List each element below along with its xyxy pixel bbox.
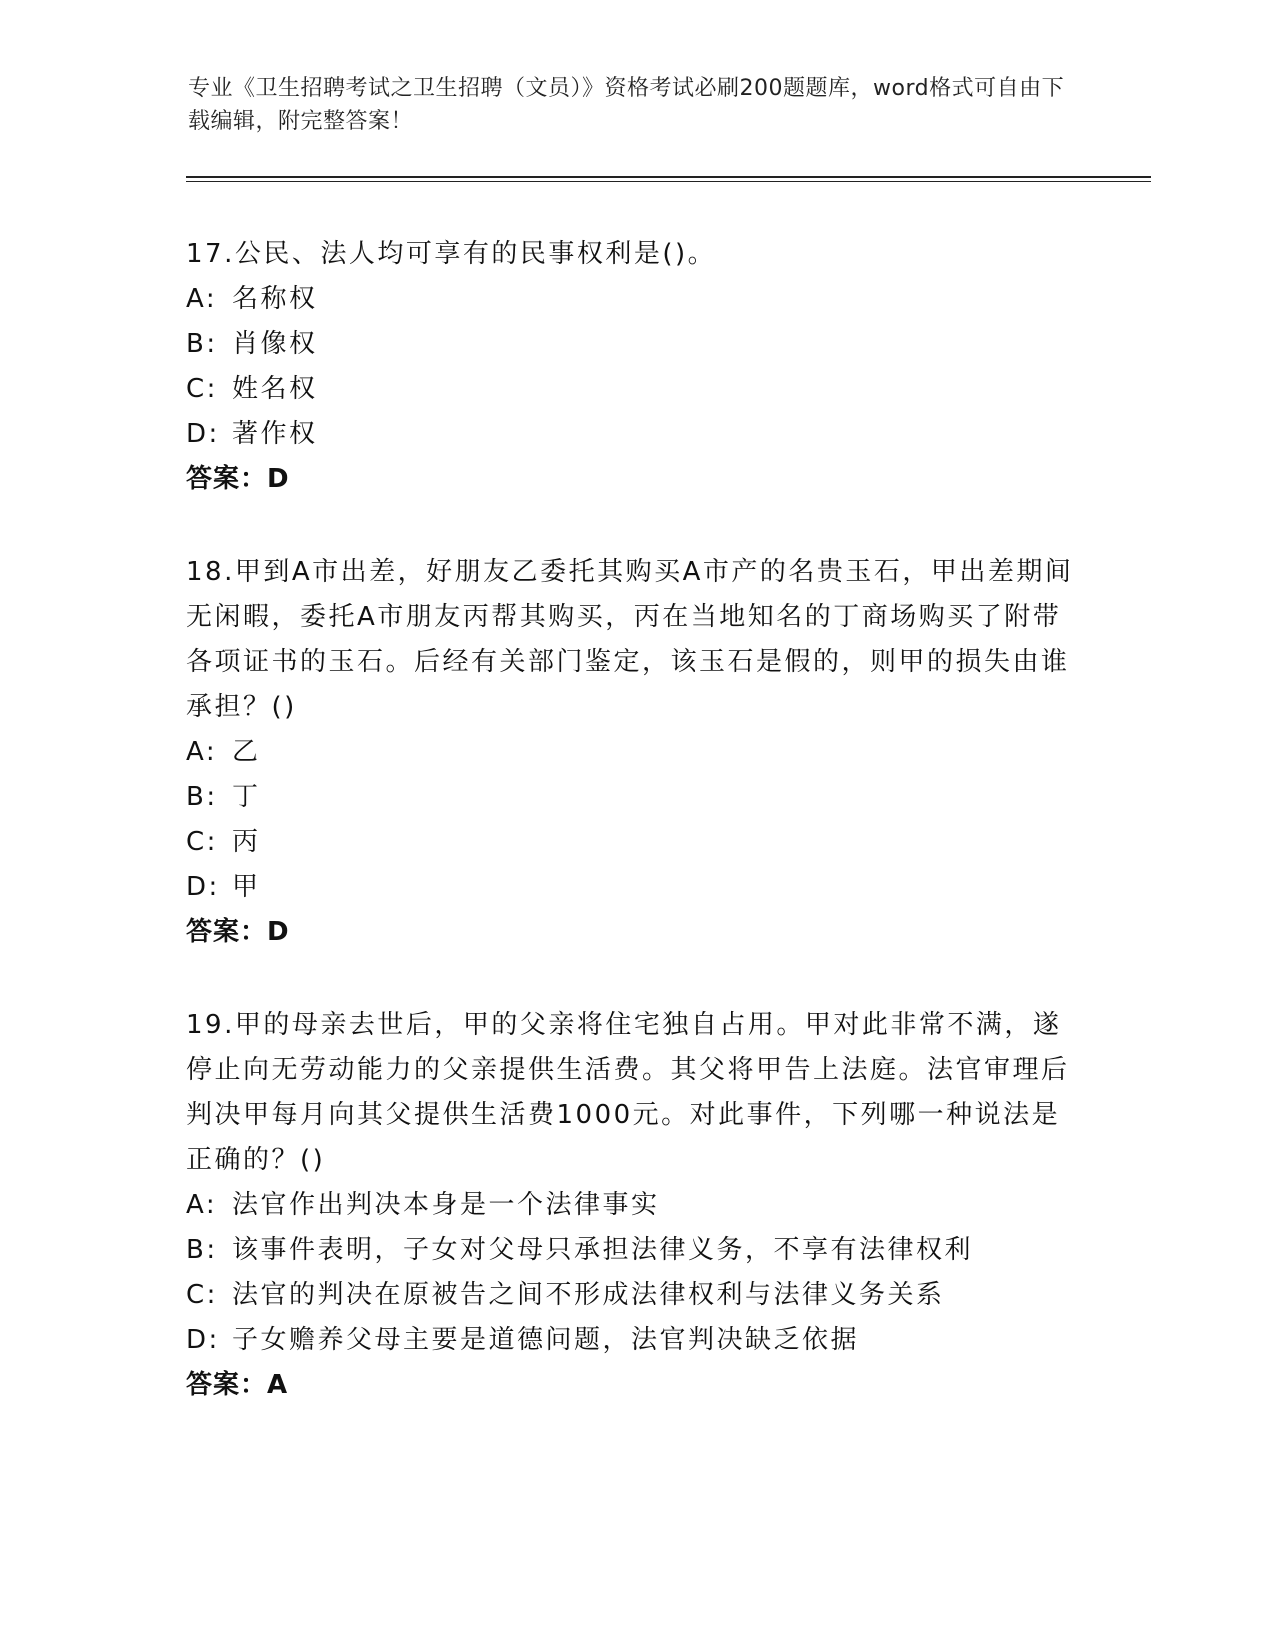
option-letter: D:	[186, 1325, 220, 1355]
question-stem: 17.公民、法人均可享有的民事权利是()。	[186, 239, 717, 269]
option-a	[186, 730, 1086, 775]
option-letter: C:	[186, 827, 218, 857]
option-a	[186, 277, 1086, 322]
option-text: 姓名权	[232, 374, 318, 404]
question-stem: 19.甲的母亲去世后，甲的父亲将住宅独自占用。甲对此非常不满，遂停止向无劳动能力的父亲提供生活费。其父将甲告上法庭。法官审理后判决甲每月向其父提供生活费1000元。对此事件，下列哪一种说法是正确的？()	[186, 1010, 1070, 1175]
option-text: 子女赡养父母主要是道德问题，法官判决缺乏依据	[232, 1325, 860, 1355]
option-letter: A:	[186, 284, 218, 314]
option-text: 该事件表明，子女对父母只承担法律义务，不享有法律权利	[232, 1235, 974, 1265]
option-d	[186, 865, 1086, 910]
question-18	[186, 550, 1086, 955]
option-c	[186, 367, 1086, 412]
header-divider	[186, 176, 1151, 182]
option-text: 法官作出判决本身是一个法律事实	[232, 1190, 660, 1220]
option-text: 著作权	[232, 419, 318, 449]
option-letter: B:	[186, 1235, 218, 1265]
option-c	[186, 1273, 1086, 1318]
option-letter: D:	[186, 419, 220, 449]
document-header: 专业《卫生招聘考试之卫生招聘（文员）》资格考试必刷200题题库，word格式可自由下载编辑，附完整答案！	[188, 76, 1065, 134]
answer-line: 答案：D	[186, 464, 290, 494]
option-letter: A:	[186, 1190, 218, 1220]
option-c	[186, 820, 1086, 865]
option-text: 丁	[232, 782, 261, 812]
option-b	[186, 775, 1086, 820]
question-17	[186, 232, 1086, 502]
option-letter: C:	[186, 1280, 218, 1310]
answer-line: 答案：D	[186, 917, 290, 947]
option-letter: A:	[186, 737, 218, 767]
option-letter: B:	[186, 782, 218, 812]
question-list	[186, 232, 1086, 1456]
option-a	[186, 1183, 1086, 1228]
question-stem: 18.甲到A市出差，好朋友乙委托其购买A市产的名贵玉石，甲出差期间无闲暇，委托A市朋友丙帮其购买，丙在当地知名的丁商场购买了附带各项证书的玉石。后经有关部门鉴定，该玉石是假的，则甲的损失由谁承担？()	[186, 557, 1074, 722]
option-text: 甲	[232, 872, 261, 902]
option-letter: C:	[186, 374, 218, 404]
option-text: 肖像权	[232, 329, 318, 359]
option-letter: D:	[186, 872, 220, 902]
option-text: 丙	[232, 827, 261, 857]
option-d	[186, 412, 1086, 457]
option-letter: B:	[186, 329, 218, 359]
question-19	[186, 1003, 1086, 1408]
option-b	[186, 322, 1086, 367]
option-text: 名称权	[232, 284, 318, 314]
option-d	[186, 1318, 1086, 1363]
option-b	[186, 1228, 1086, 1273]
answer-line: 答案：A	[186, 1370, 289, 1400]
option-text: 法官的判决在原被告之间不形成法律权利与法律义务关系	[232, 1280, 945, 1310]
option-text: 乙	[232, 737, 261, 767]
